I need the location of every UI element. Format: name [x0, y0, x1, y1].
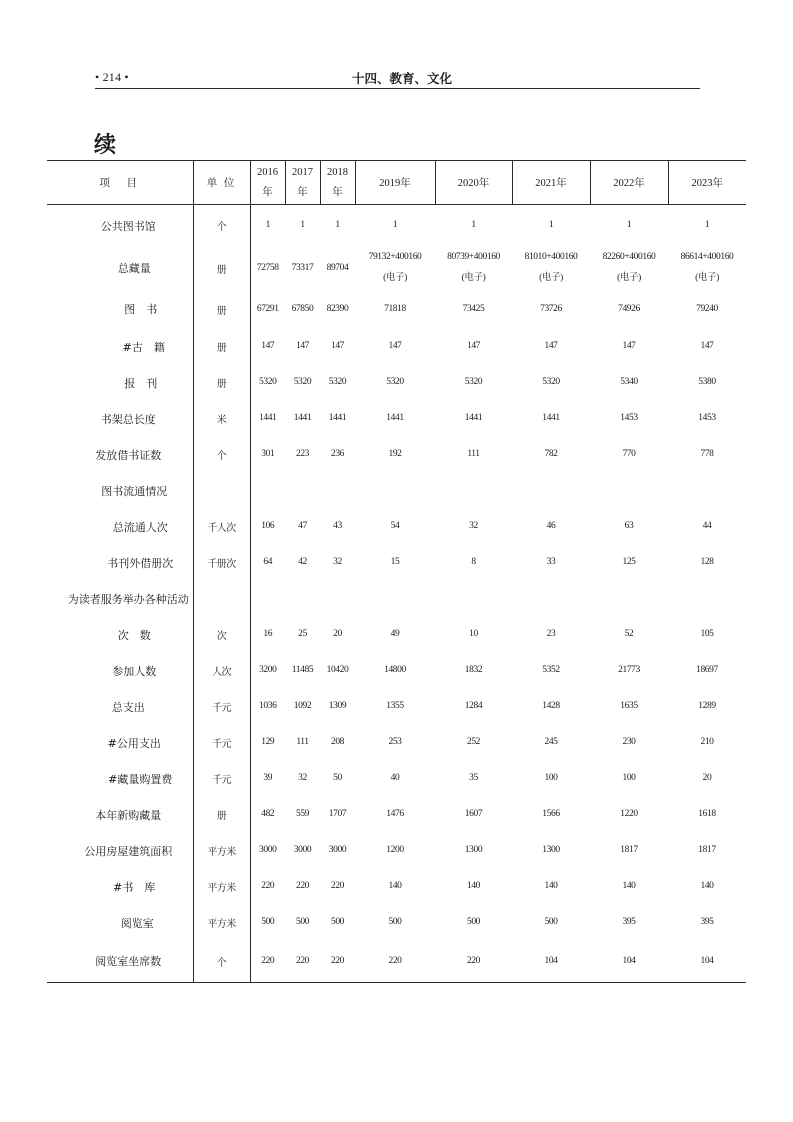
- table-row: [47, 247, 746, 290]
- row-label: 书刊外借册次: [47, 545, 193, 581]
- value-cell-2016: 64: [263, 557, 273, 567]
- value-cell-2019: 15: [390, 557, 400, 567]
- table-row: [47, 761, 746, 797]
- unit-cell: 册: [193, 247, 250, 290]
- value-cell-2019: 147: [388, 341, 402, 351]
- row-label: 公用房屋建筑面积: [47, 833, 193, 869]
- unit-cell: [193, 473, 250, 509]
- value-cell-2017: [285, 473, 320, 509]
- column-header-2018-label: 2018年: [327, 166, 348, 198]
- table-row: [47, 290, 746, 329]
- value-cell-2017: [285, 581, 320, 617]
- row-label: #藏量购置费: [47, 761, 193, 797]
- value-cell-2017: 42: [298, 557, 307, 567]
- unit-cell: 千元: [193, 689, 250, 725]
- value-cell-2020: 1441: [464, 413, 483, 423]
- unit-cell: 个: [193, 941, 250, 983]
- value-cell-2021: 1300: [542, 845, 560, 855]
- table-row: [47, 581, 746, 617]
- page-number: • 214 •: [95, 70, 129, 84]
- column-header-2019: 2019年: [355, 161, 435, 205]
- value-cell-2016: 482: [261, 809, 275, 819]
- value-cell-2021: 5320: [542, 377, 560, 387]
- value-cell-2021: 500: [544, 917, 558, 927]
- value-cell-2018: 10420: [326, 665, 349, 675]
- row-label: 为读者服务举办各种活动: [47, 581, 193, 617]
- row-label: #公用支出: [47, 725, 193, 761]
- value-cell-2022: 104: [622, 955, 636, 966]
- value-cell-2020: [435, 473, 512, 509]
- value-cell-2023: 79240: [696, 303, 718, 314]
- row-label: 总藏量: [47, 247, 193, 290]
- table-body: [47, 205, 746, 983]
- value-cell-2022: 1817: [620, 845, 638, 855]
- table-row: [47, 725, 746, 761]
- value-cell-2016: 16: [263, 629, 273, 639]
- value-cell-2022: 63: [624, 521, 634, 531]
- value-cell-2021: [512, 473, 590, 509]
- value-cell-2022: 395: [622, 917, 636, 927]
- value-cell-2023: 1: [704, 220, 710, 231]
- value-cell-2021: 1: [548, 220, 554, 231]
- value-cell-2022: [590, 473, 668, 509]
- value-cell-2023: 44: [702, 521, 712, 531]
- column-header-2017: [285, 161, 320, 205]
- library-statistics-table: [47, 160, 746, 983]
- value-cell-2020: 1607: [464, 809, 483, 819]
- value-cell-2023: 104: [700, 955, 714, 966]
- value-cell-2023: 105: [700, 629, 714, 639]
- value-cell-2017: 5320: [293, 377, 312, 387]
- value-cell-2023: 5380: [698, 377, 716, 387]
- row-label: 图书流通情况: [47, 473, 193, 509]
- value-cell-2019: [355, 581, 435, 617]
- row-label: 书架总长度: [47, 401, 193, 437]
- row-label: 参加人数: [47, 653, 193, 689]
- value-cell-2017: 3000: [293, 845, 312, 855]
- column-header-2018: [320, 161, 355, 205]
- value-cell-2020: 1832: [464, 665, 483, 675]
- value-cell-2016: 500: [261, 917, 275, 927]
- value-cell-2018: 43: [333, 521, 342, 531]
- value-cell-2019: 1200: [386, 845, 404, 855]
- value-cell-2018: 1309: [328, 701, 347, 711]
- value-cell-2017: 1092: [293, 701, 312, 711]
- value-cell-2019: 40: [390, 773, 400, 783]
- value-cell-2016: 129: [261, 737, 275, 747]
- value-cell-2019: 1476: [386, 809, 404, 819]
- value-cell-2020: 252: [466, 737, 481, 747]
- unit-cell: [193, 581, 250, 617]
- continued-label: 续: [94, 132, 117, 158]
- value-cell-2021: 1441: [542, 413, 560, 423]
- value-cell-2023: 140: [700, 881, 714, 891]
- value-cell-2016: 1036: [259, 701, 277, 711]
- value-cell-2020: 10: [469, 629, 478, 639]
- column-header-2020: 2020年: [435, 161, 512, 205]
- unit-cell: 次: [193, 617, 250, 653]
- value-cell-2021: 245: [544, 737, 558, 747]
- unit-cell: 千元: [193, 725, 250, 761]
- value-cell-2019: [355, 473, 435, 509]
- value-cell-2018: 82390: [326, 303, 349, 314]
- value-cell-2017: 25: [298, 629, 307, 639]
- row-label: #书 库: [47, 869, 193, 905]
- value-cell-2018: 220: [330, 955, 345, 966]
- unit-cell: 册: [193, 797, 250, 833]
- value-cell-2021: 147: [544, 341, 558, 351]
- unit-cell: 千人次: [193, 509, 250, 545]
- row-label: 总流通人次: [47, 509, 193, 545]
- value-cell-2023: 1618: [698, 809, 716, 819]
- value-cell-2020: 32: [469, 521, 478, 531]
- value-cell-2019: 500: [388, 917, 402, 927]
- value-cell-2021: 73726: [540, 303, 562, 314]
- row-label: 本年新购藏量: [47, 797, 193, 833]
- value-cell-2018: 500: [330, 917, 345, 927]
- value-cell-2017: 147: [295, 341, 310, 351]
- unit-cell: 千元: [193, 761, 250, 797]
- value-cell-2018: 89704: [326, 262, 349, 273]
- value-cell-2020: 220: [466, 955, 481, 966]
- value-cell-2021: 1566: [542, 809, 560, 819]
- unit-cell: 人次: [193, 653, 250, 689]
- value-cell-2023: [668, 473, 746, 509]
- value-cell-2020: 8: [471, 557, 476, 567]
- value-cell-2016: 1: [265, 220, 270, 231]
- value-cell-2023: 1817: [698, 845, 716, 855]
- value-cell-2020: 140: [466, 881, 481, 891]
- value-cell-2016: 220: [261, 955, 275, 966]
- value-cell-2022: 5340: [620, 377, 638, 387]
- value-cell-2018: 1: [335, 220, 340, 231]
- value-cell-2019: 5320: [386, 377, 404, 387]
- value-cell-2016: [250, 473, 285, 509]
- table-row: [47, 833, 746, 869]
- value-cell-2022: 1635: [620, 701, 638, 711]
- value-cell-2019: 1355: [386, 701, 404, 711]
- value-cell-2016: [250, 581, 285, 617]
- table-header-row: [47, 161, 746, 205]
- value-cell-2020: 1284: [464, 701, 483, 711]
- value-cell-2016: 5320: [259, 377, 277, 387]
- value-cell-2018: 20: [333, 629, 342, 639]
- value-cell-2018: 50: [333, 773, 342, 783]
- value-cell-2022: 82260+400160 (电子): [602, 252, 656, 283]
- table-row: [47, 509, 746, 545]
- unit-cell: 个: [193, 205, 250, 247]
- row-label: #古 籍: [47, 329, 193, 365]
- value-cell-2020: 73425: [462, 303, 485, 314]
- value-cell-2022: 100: [622, 773, 636, 783]
- value-cell-2019: 71818: [384, 303, 406, 314]
- value-cell-2017: 220: [295, 881, 310, 891]
- value-cell-2022: 1453: [620, 413, 638, 423]
- value-cell-2017: 1441: [293, 413, 312, 423]
- value-cell-2019: 140: [388, 881, 402, 891]
- value-cell-2018: 32: [333, 557, 342, 567]
- value-cell-2020: 1: [471, 220, 476, 231]
- unit-cell: 册: [193, 290, 250, 329]
- value-cell-2018: 236: [330, 449, 345, 459]
- table-row: [47, 617, 746, 653]
- row-label: 阅览室: [47, 905, 193, 941]
- value-cell-2019: 1441: [386, 413, 404, 423]
- row-label: 次 数: [47, 617, 193, 653]
- value-cell-2018: [320, 473, 355, 509]
- value-cell-2021: [512, 581, 590, 617]
- value-cell-2022: 230: [622, 737, 636, 747]
- value-cell-2018: 147: [330, 341, 345, 351]
- row-label: 公共图书馆: [47, 205, 193, 247]
- value-cell-2019: 14800: [384, 665, 406, 675]
- value-cell-2016: 1441: [259, 413, 277, 423]
- table-row: [47, 905, 746, 941]
- value-cell-2022: 770: [622, 449, 636, 459]
- value-cell-2021: 100: [544, 773, 558, 783]
- value-cell-2022: [590, 581, 668, 617]
- value-cell-2023: 18697: [696, 665, 718, 675]
- value-cell-2019: 253: [388, 737, 402, 747]
- column-header-2023: 2023年: [668, 161, 746, 205]
- value-cell-2016: 106: [261, 521, 275, 531]
- table-row: [47, 437, 746, 473]
- value-cell-2019: 220: [388, 955, 402, 966]
- value-cell-2018: 5320: [328, 377, 347, 387]
- value-cell-2021: 81010+400160 (电子): [524, 252, 578, 283]
- column-header-2021: 2021年: [512, 161, 590, 205]
- value-cell-2018: 1707: [328, 809, 347, 819]
- value-cell-2019: 54: [390, 521, 400, 531]
- table-row: [47, 473, 746, 509]
- value-cell-2016: 3200: [259, 665, 277, 675]
- value-cell-2016: 67291: [256, 303, 279, 314]
- value-cell-2017: 73317: [291, 262, 314, 273]
- table-row: [47, 401, 746, 437]
- value-cell-2017: 47: [298, 521, 307, 531]
- row-label: 图 书: [47, 290, 193, 329]
- value-cell-2023: 778: [700, 449, 714, 459]
- header-rule: [95, 88, 700, 89]
- value-cell-2016: 301: [261, 449, 275, 459]
- unit-cell: 米: [193, 401, 250, 437]
- column-header-2016-label: 2016年: [257, 166, 278, 198]
- value-cell-2019: 192: [388, 449, 402, 459]
- value-cell-2021: 46: [546, 521, 556, 531]
- value-cell-2022: 52: [624, 629, 634, 639]
- table-row: [47, 941, 746, 983]
- value-cell-2017: 223: [295, 449, 310, 459]
- table-row: [47, 653, 746, 689]
- value-cell-2016: 220: [261, 881, 275, 891]
- value-cell-2020: 500: [466, 917, 481, 927]
- value-cell-2022: 1220: [620, 809, 638, 819]
- unit-cell: 册: [193, 329, 250, 365]
- value-cell-2022: 147: [622, 341, 636, 351]
- column-header-unit: 单 位: [193, 161, 250, 205]
- table-row: [47, 545, 746, 581]
- value-cell-2021: 104: [544, 955, 558, 966]
- value-cell-2021: 33: [546, 557, 556, 567]
- value-cell-2021: 5352: [542, 665, 560, 675]
- unit-cell: 平方米: [193, 869, 250, 905]
- value-cell-2023: 147: [700, 341, 714, 351]
- row-label: 报 刊: [47, 365, 193, 401]
- value-cell-2022: 140: [622, 881, 636, 891]
- section-title: 十四、教育、文化: [351, 71, 452, 86]
- table-row: [47, 689, 746, 725]
- unit-cell: 个: [193, 437, 250, 473]
- value-cell-2018: 3000: [328, 845, 347, 855]
- value-cell-2018: 208: [330, 737, 345, 747]
- value-cell-2017: 11485: [291, 665, 314, 675]
- unit-cell: 平方米: [193, 833, 250, 869]
- table-row: [47, 205, 746, 247]
- value-cell-2016: 147: [261, 341, 275, 351]
- row-label: 发放借书证数: [47, 437, 193, 473]
- value-cell-2017: 1: [300, 220, 305, 231]
- value-cell-2020: [435, 581, 512, 617]
- value-cell-2023: 210: [700, 737, 714, 747]
- row-label: 阅览室坐席数: [47, 941, 193, 983]
- row-label: 总支出: [47, 689, 193, 725]
- value-cell-2020: 1300: [464, 845, 483, 855]
- value-cell-2016: 39: [263, 773, 273, 783]
- value-cell-2019: 1: [392, 220, 398, 231]
- value-cell-2018: 1441: [328, 413, 347, 423]
- value-cell-2019: 49: [390, 629, 400, 639]
- value-cell-2020: 35: [469, 773, 478, 783]
- column-header-2016: [250, 161, 285, 205]
- value-cell-2017: 111: [296, 737, 309, 747]
- value-cell-2017: 32: [298, 773, 307, 783]
- value-cell-2020: 80739+400160 (电子): [447, 252, 500, 283]
- unit-cell: 千册次: [193, 545, 250, 581]
- table-row: [47, 365, 746, 401]
- value-cell-2021: 23: [546, 629, 556, 639]
- column-header-item: 项 目: [47, 161, 193, 205]
- value-cell-2021: 1428: [542, 701, 560, 711]
- unit-cell: 册: [193, 365, 250, 401]
- value-cell-2017: 500: [295, 917, 310, 927]
- unit-cell: 平方米: [193, 905, 250, 941]
- value-cell-2021: 782: [544, 449, 558, 459]
- value-cell-2017: 220: [295, 955, 310, 966]
- value-cell-2023: [668, 581, 746, 617]
- value-cell-2023: 1453: [698, 413, 716, 423]
- value-cell-2016: 3000: [259, 845, 277, 855]
- value-cell-2020: 5320: [464, 377, 483, 387]
- table-row: [47, 797, 746, 833]
- value-cell-2023: 395: [700, 917, 714, 927]
- value-cell-2023: 1289: [698, 701, 716, 711]
- column-header-2022: 2022年: [590, 161, 668, 205]
- table-row: [47, 869, 746, 905]
- value-cell-2023: 86614+400160 (电子): [680, 252, 734, 283]
- value-cell-2019: 79132+400160 (电子): [368, 252, 422, 283]
- value-cell-2020: 147: [466, 341, 481, 351]
- column-header-2017-label: 2017年: [292, 166, 313, 198]
- value-cell-2017: 559: [295, 809, 310, 819]
- value-cell-2021: 140: [544, 881, 558, 891]
- value-cell-2017: 67850: [291, 303, 314, 314]
- value-cell-2016: 72758: [256, 262, 279, 273]
- value-cell-2020: 111: [467, 449, 480, 459]
- value-cell-2022: 74926: [618, 303, 640, 314]
- value-cell-2022: 21773: [618, 665, 640, 675]
- value-cell-2018: 220: [330, 881, 345, 891]
- value-cell-2018: [320, 581, 355, 617]
- value-cell-2023: 20: [702, 773, 712, 783]
- value-cell-2022: 125: [622, 557, 636, 567]
- value-cell-2022: 1: [626, 220, 632, 231]
- value-cell-2023: 128: [700, 557, 714, 567]
- table-row: [47, 329, 746, 365]
